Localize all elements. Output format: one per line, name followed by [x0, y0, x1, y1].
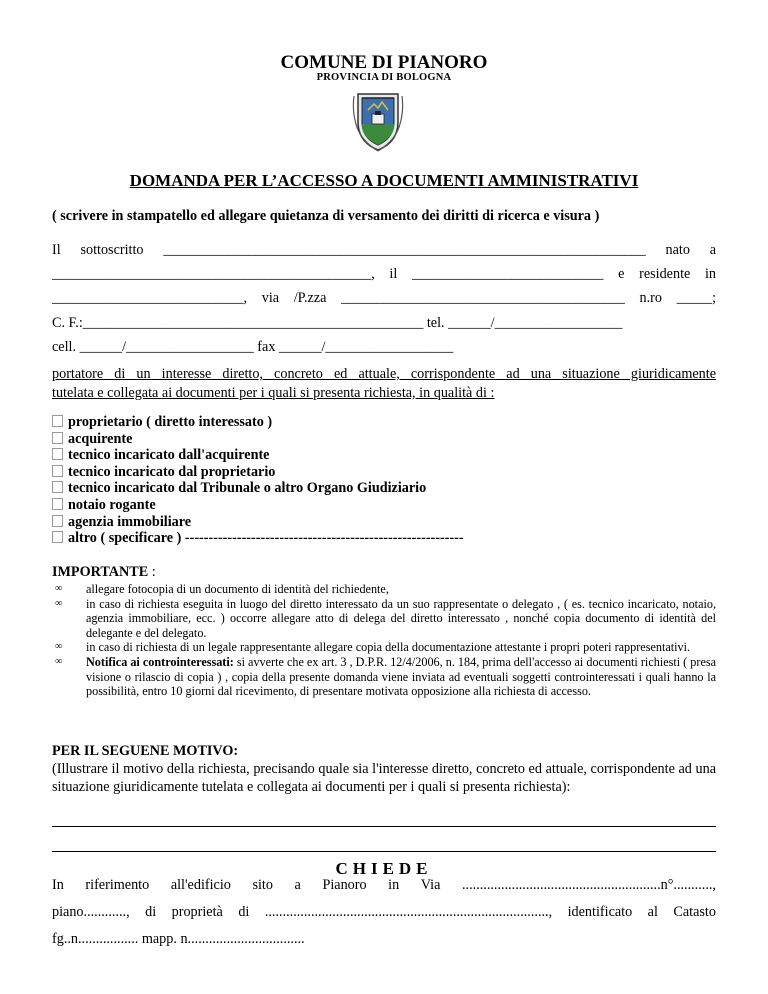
- interest-statement: [52, 365, 716, 403]
- checkbox-icon[interactable]: [52, 515, 63, 527]
- label-via: via /P.zza: [261, 290, 327, 306]
- blank-birthplace[interactable]: _____________________________________________,: [52, 266, 375, 282]
- blank-birthdate[interactable]: ___________________________: [411, 266, 604, 282]
- motive-answer-line-2[interactable]: [52, 851, 716, 852]
- option-notaio[interactable]: notaio rogante: [52, 497, 464, 514]
- motive-answer-line-1[interactable]: [52, 826, 716, 827]
- motive-heading: PER IL SEGUENE MOTIVO:: [52, 743, 239, 759]
- option-tecnico-tribunale[interactable]: tecnico incaricato dal Tribunale o altro Organo Giudiziario: [52, 480, 464, 497]
- interest-line-1: portatore di un interesse diretto, concreto ed attuale, corrispondente ad una situazione giuridicamente: [52, 366, 716, 382]
- important-heading: IMPORTANTE :: [52, 564, 156, 580]
- list-item: ∞ allegare fotocopia di un documento di identità del richiedente,: [55, 582, 389, 596]
- checkbox-icon[interactable]: [52, 481, 63, 493]
- municipal-crest: [352, 90, 404, 152]
- option-tecnico-acquirente[interactable]: tecnico incaricato dall'acquirente: [52, 447, 464, 464]
- option-proprietario[interactable]: proprietario ( diretto interessato ): [52, 414, 464, 431]
- form-line-cell-fax[interactable]: cell. ______/__________________ fax ______/__________________: [52, 339, 454, 355]
- bullet-icon: ∞: [55, 597, 63, 609]
- cadastre-line[interactable]: fg..n................. mapp. n.................................: [52, 931, 305, 947]
- blank-street[interactable]: ________________________________________: [341, 290, 625, 306]
- instruction-text: ( scrivere in stampatello ed allegare quietanza di versamento dei diritti di ricerca e visura ): [52, 208, 600, 224]
- checkbox-icon[interactable]: [52, 465, 63, 477]
- important-list: [55, 582, 717, 699]
- motive-instructions: (Illustrare il motivo della richiesta, precisando quale sia l'interesse diretto, concreto ed attuale, corrispondente ad una situazione giuridicamente tutelata e collegata ai documenti per i quali si presenta richiesta):: [52, 761, 716, 795]
- form-line-cf-tel[interactable]: C. F.:________________________________________________ tel. ______/__________________: [52, 315, 623, 331]
- label-residente: e residente in: [618, 266, 717, 282]
- checkbox-icon[interactable]: [52, 498, 63, 510]
- option-acquirente[interactable]: acquirente: [52, 431, 464, 448]
- bullet-icon: ∞: [55, 583, 63, 594]
- label-nro: n.ro _____;: [639, 290, 717, 306]
- bullet-icon: ∞: [55, 655, 63, 667]
- blank-city[interactable]: ___________________________,: [52, 290, 248, 306]
- label-il: il: [389, 266, 398, 282]
- form-line-birth: [52, 266, 716, 283]
- list-item: ∞ Notifica ai controinteressati: si avverte che ex art. 3 , D.P.R. 12/4/2006, n. 184, prima dell'accesso ai documenti richiesti ( presa visione o rilascio di copia ) , copia della presente domanda viene inviata ad eventuali soggetti controinteressati i quali hanno la possibilità, entro 10 giorni dal ricevimento, di presentare motivata opposizione alla richiesta di accesso.: [55, 654, 717, 699]
- list-item: ∞ in caso di richiesta di un legale rappresentante allegare copia della documentazione attestante i propri poteri rappresentativi.: [55, 640, 691, 655]
- province-subtitle: PROVINCIA DI BOLOGNA: [316, 72, 452, 83]
- municipality-title: COMUNE DI PIANORO: [280, 52, 488, 73]
- document-title: DOMANDA PER L’ACCESSO A DOCUMENTI AMMINISTRATIVI: [129, 171, 639, 190]
- checkbox-icon[interactable]: [52, 448, 63, 460]
- interest-line-2: tutelata e collegata ai documenti per i quali si presenta richiesta, in qualità di :: [52, 385, 495, 401]
- role-options: [52, 414, 464, 547]
- bullet-icon: ∞: [55, 641, 63, 653]
- label-sottoscritto: Il sottoscritto: [52, 242, 144, 258]
- checkbox-icon[interactable]: [52, 432, 63, 444]
- property-line[interactable]: piano............, di proprietà di ................................................................................, identificato al Catasto: [52, 904, 716, 920]
- form-line-address: [52, 290, 716, 307]
- checkbox-icon[interactable]: [52, 415, 63, 427]
- building-reference-line[interactable]: In riferimento all'edificio sito a Pianoro in Via ........................................................n°...........,: [52, 877, 716, 893]
- option-tecnico-proprietario[interactable]: tecnico incaricato dal proprietario: [52, 464, 464, 481]
- checkbox-icon[interactable]: [52, 531, 63, 543]
- option-altro[interactable]: altro ( specificare ) -----------------------------------------------------------: [52, 530, 464, 547]
- list-item: ∞ in caso di richiesta eseguita in luogo del diretto interessato da un suo rappresentate o delegato , ( es. tecnico incaricato, notaio, agenzia immobiliare, ecc. ) occorre allegare atto di delega del diretto interessato , nonché copia documento di identità del delegante e del delegato.: [55, 596, 716, 640]
- blank-name[interactable]: ____________________________________________________________________: [163, 242, 646, 258]
- chiede-heading: CHIEDE: [335, 859, 433, 878]
- form-line-name: [52, 242, 716, 259]
- label-nato: nato a: [665, 242, 716, 258]
- option-agenzia[interactable]: agenzia immobiliare: [52, 514, 464, 531]
